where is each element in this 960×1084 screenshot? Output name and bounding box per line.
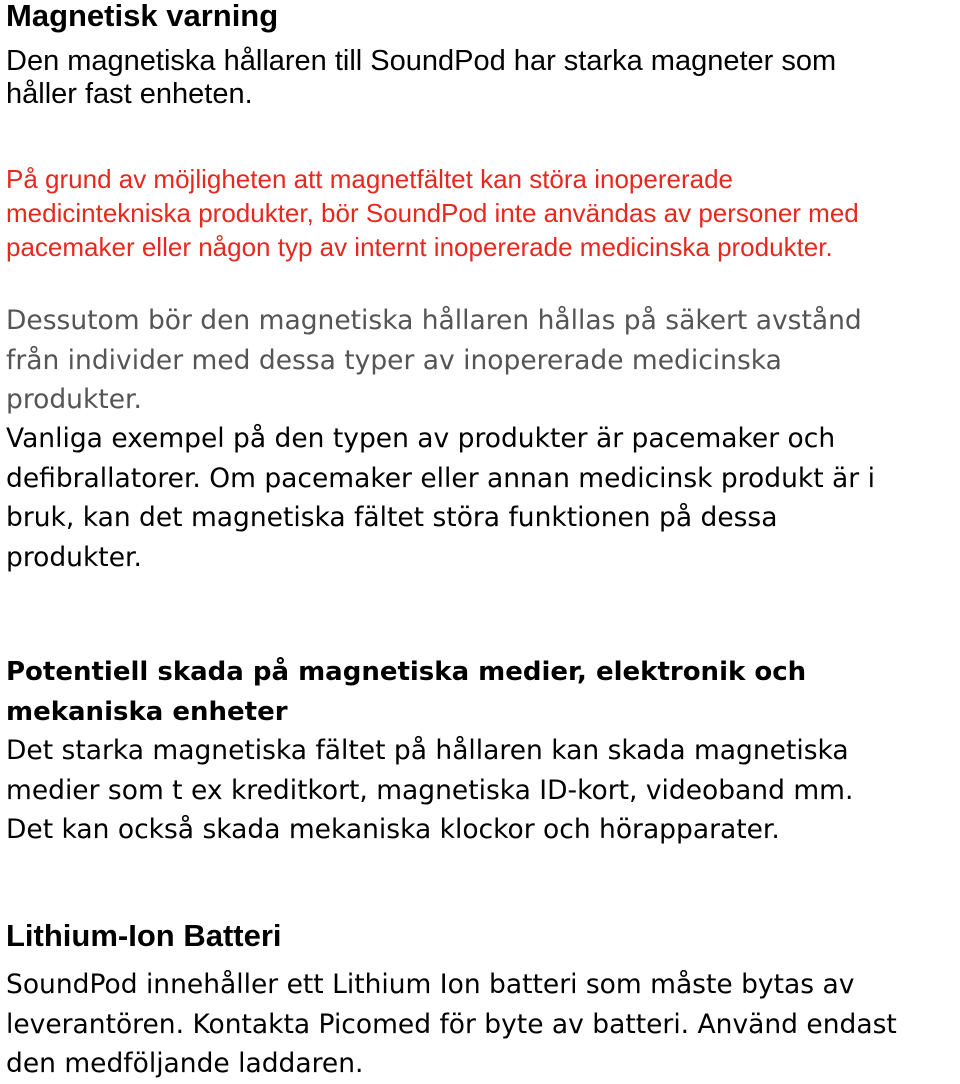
media-line: Det kan också skada mekaniska klockor och hörapparater.	[6, 814, 780, 845]
media-line: medier som t ex kreditkort, magnetiska ID-kort, videoband mm.	[6, 774, 854, 806]
distance-line: produkter.	[6, 384, 142, 415]
example-line: Vanliga exempel på den typen av produkter är pacemaker och	[6, 423, 836, 454]
heading-line: mekaniska enheter	[6, 697, 288, 727]
magnetic-holder-intro	[6, 45, 836, 111]
pacemaker-warning-paragraph	[6, 162, 859, 264]
media-line: Det starka magnetiska fältet på hållaren kan skada magnetiska	[6, 735, 849, 766]
media-damage-paragraph	[6, 731, 853, 850]
safe-distance-paragraph	[6, 301, 862, 420]
battery-line: SoundPod innehåller ett Lithium Ion batteri som måste bytas av	[6, 969, 855, 1000]
intro-line: Den magnetiska hållaren till SoundPod har starka magneter som	[6, 45, 837, 77]
warning-line: medicintekniska produkter, bör SoundPod inte användas av personer med	[6, 198, 859, 228]
example-line: bruk, kan det magnetiska fältet störa funktionen på dessa	[6, 502, 778, 533]
distance-line: från individer med dessa typer av inopererade medicinska	[6, 344, 782, 376]
example-line: produkter.	[6, 541, 142, 573]
battery-heading: Lithium-Ion Batteri	[6, 918, 282, 953]
warning-line: På grund av möjligheten att magnetfältet kan störa inopererade	[6, 164, 734, 194]
magnetic-warning-heading: Magnetisk varning	[6, 0, 279, 33]
battery-line: leverantören. Kontakta Picomed för byte av batteri. Använd endast	[6, 1008, 897, 1040]
heading-line: Potentiell skada på magnetiska medier, elektronik och	[6, 657, 807, 687]
example-line: defibrallatorer. Om pacemaker eller annan medicinsk produkt är i	[6, 462, 875, 494]
battery-paragraph	[6, 965, 897, 1084]
warning-line: pacemaker eller någon typ av internt inopererade medicinska produkter.	[6, 232, 833, 262]
battery-line: den medföljande laddaren.	[6, 1048, 364, 1079]
distance-line: Dessutom bör den magnetiska hållaren hållas på säkert avstånd	[6, 305, 862, 336]
media-damage-heading	[6, 652, 806, 732]
examples-paragraph	[6, 419, 875, 577]
intro-line: håller fast enheten.	[6, 78, 253, 110]
